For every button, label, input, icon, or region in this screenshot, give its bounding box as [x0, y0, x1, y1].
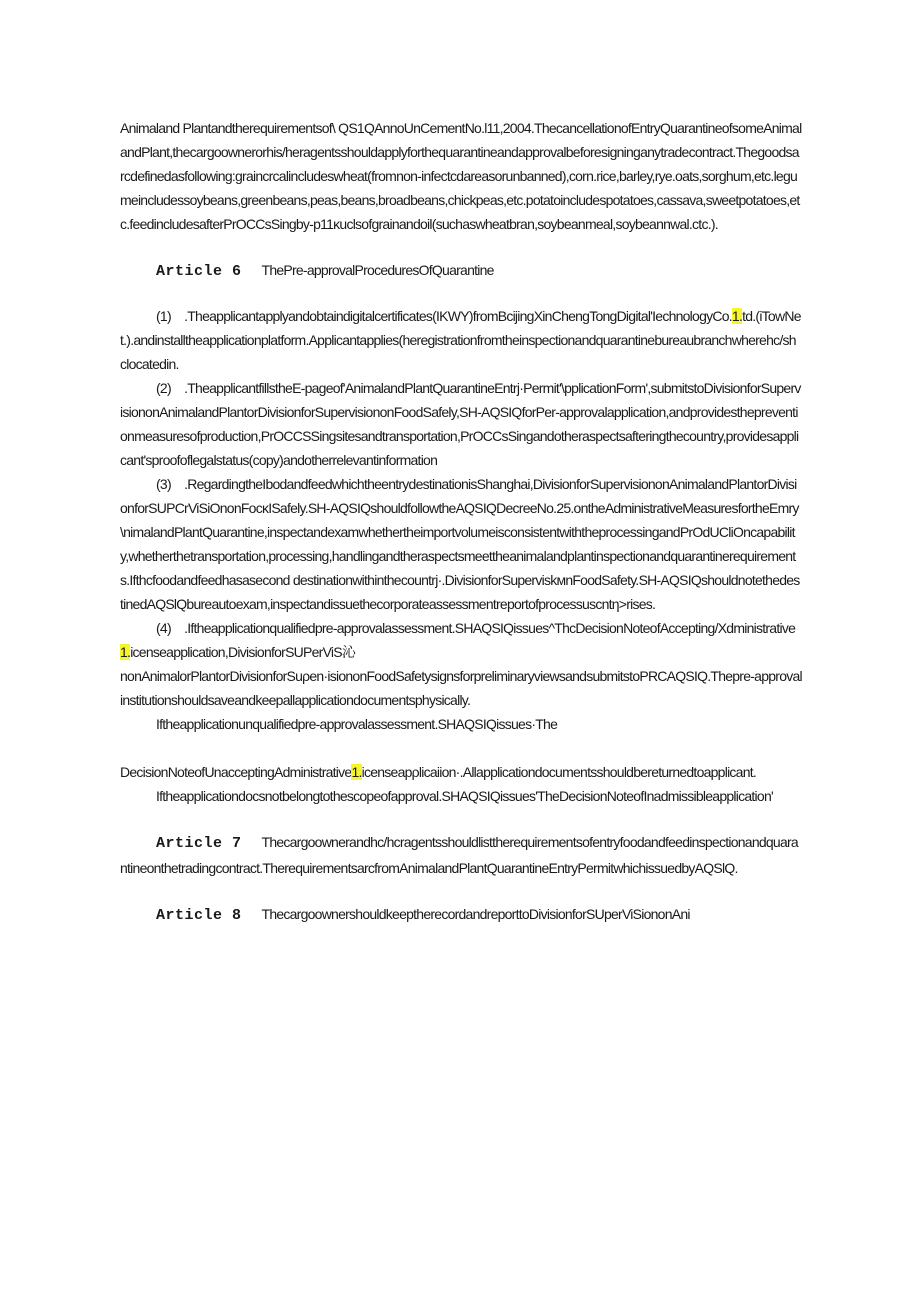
item-1-text-b: td.(iTowNet.).andinstalltheapplicationplatform.Applicantapplies(heregistrationfromtheinspectionandquarantinebureaubranchwherehc/shclocatedin.: [120, 308, 801, 372]
spacer: [120, 880, 802, 902]
article-8: [120, 902, 802, 928]
highlight-mark: 1.: [731, 308, 743, 324]
spacer: [120, 284, 802, 304]
unqualified-text-b: icenseapρlicaiion·.Allapplicationdocumentsshouldbereturnedtoapplicant.: [361, 764, 757, 780]
item-4-text-b: icenseapplication,DivisionforSUPerViS沁: [130, 644, 356, 660]
procedure-item-4-continued: nonAnimalorPlantorDivisionforSuρen·isiononFoodSafetysignsforpreliminaryviewsandsubmitstoPRCAQSIQ.Thepre-approvalinstitutionshouldsaveandkeepallapplicationdocumentsphysically.: [120, 668, 802, 708]
article-7: [120, 830, 802, 880]
spacer: [120, 808, 802, 830]
procedure-item-2: (2) .TheapplicantfillstheE-pageof'AnimalandPlantQuarantineEntrj·Permit'\pplicationForm',submitstoDivisionforSupervisiononAnimalandPlantorDivisionforSupervisiononFoodSafely,SH-AQSIQforPer-approvalapplication,andprovidesthepreventionmeasuresofproduction,PrOCCSSingsitesandtransportation,PrOCCsSingandotheraspectsafteringthecountry,providesapplicant'sproofoflegalstatus(copy)andotherrelevantinformation: [120, 380, 801, 468]
article-6-title: ThePre-approvalProceduresOfQuarantine: [261, 262, 494, 278]
spacer: [120, 736, 802, 760]
article-8-label: Article 8: [156, 907, 242, 924]
article-6-heading: [120, 258, 802, 284]
procedure-item-4: [120, 616, 802, 664]
highlight-mark: 1.: [120, 644, 131, 660]
article-7-text: Thecargoownerandhc/hcragentsshouldlisttherequirementsofentryfoodandfeedinspectionandquarantineonthetradingcontract.TherequirementsarcfromAnimalandPlantQuarantineEntryPermitwhichissuedbyAQSlQ.: [120, 834, 798, 876]
article-8-text: ThecargoownershouldkeeptherecordandreporttoDivisionforSUperViSiononAni: [261, 906, 690, 922]
procedure-item-1: [120, 304, 802, 376]
procedure-item-3: (3) .RegardingtheIbodandfeedwhichtheentrydestinationisShanghai,DivisionforSupervisiononAnimalandPlantorDivisionforSUPCrViSiOnonFοcκISafely.SH-AQSIQshouldfollowtheAQSIQDecreeNo.25.ontheAdministrativeMeasuresfortheEmry\nimalandPlantQuarantine,inspectandexamwhethertheimportvolumeisconsistentwiththeprocessingandPrOdUCliOncapability,whetherthetransportation,processing,handlingandtheraspectsmeettheanimalandplantinspectionandquarantinerequirements.Ifthcfoodandfeedhasasecond destinationwithinthecountrj·.DivisionforSuperviskмnFoodSafety.SH-AQSIQshouldnotethedestinedAQSlQbureautoexam,inspectandissuethecorporateassessmentreportofprocessuscntη>rises.: [120, 476, 800, 612]
document-body: [120, 116, 802, 928]
article-7-label: Article 7: [156, 835, 242, 852]
item-4-text-a: (4) .Iftheapplicationqualifiedpre-approvalassessment.SHAQSIQissues^ThcDecisionNoteofAccepting/Xdministrative: [156, 620, 796, 636]
unqualified-intro: Iftheapplicationunqualifiedpre-approvalassessment.SHAQSIQissues·The: [156, 716, 558, 732]
article-6-label: Article 6: [156, 263, 242, 280]
spacer: [120, 236, 802, 258]
highlight-mark: 1.: [351, 764, 362, 780]
unqualified-text-a: DecisionNoteofUnacceptingAdministrative: [120, 764, 352, 780]
unqualified-paragraph: [120, 760, 802, 784]
intro-paragraph: Animaland Plantandtherequirementsof\ QS1QAnnoUnCementNo.l11,2004.ThecancellationofEntryQuarantineofsomeAnimalandPlant,thecargoownerorhis/heragentsshouldapplyforthequarantineandapprovalbeforesigninganytradecontract.Thegoodsarcdefinedasfollowing:graincrcalincludeswheat(fromnon-infectcdareasorunbanned),corn.rice,barley,rye.oats,sorghum,etc.legumeincludessoybeans,greenbeans,peas,beans,broadbeans,chickpeas,etc.potatoincludespotatoes,cassava,sweetpotatoes,etc.feedincludesafterPrOCCsSingby-p11κuclsofgrainandoil(suchaswheatbran,soybeanmeal,soybeannwal.ctc.).: [120, 120, 802, 232]
inadmissible-paragraph: Iftheapplicationdocsnotbelongtothescopeofapproval.SHAQSIQissues'TheDecisionNoteofInadmissibleapplication': [156, 788, 773, 804]
item-1-text-a: (1) .Theapplicantapplyandobtaindigitalcertificates(IKWY)fromBcijingXinChengTongDigital'IechnologyCo.: [156, 308, 732, 324]
